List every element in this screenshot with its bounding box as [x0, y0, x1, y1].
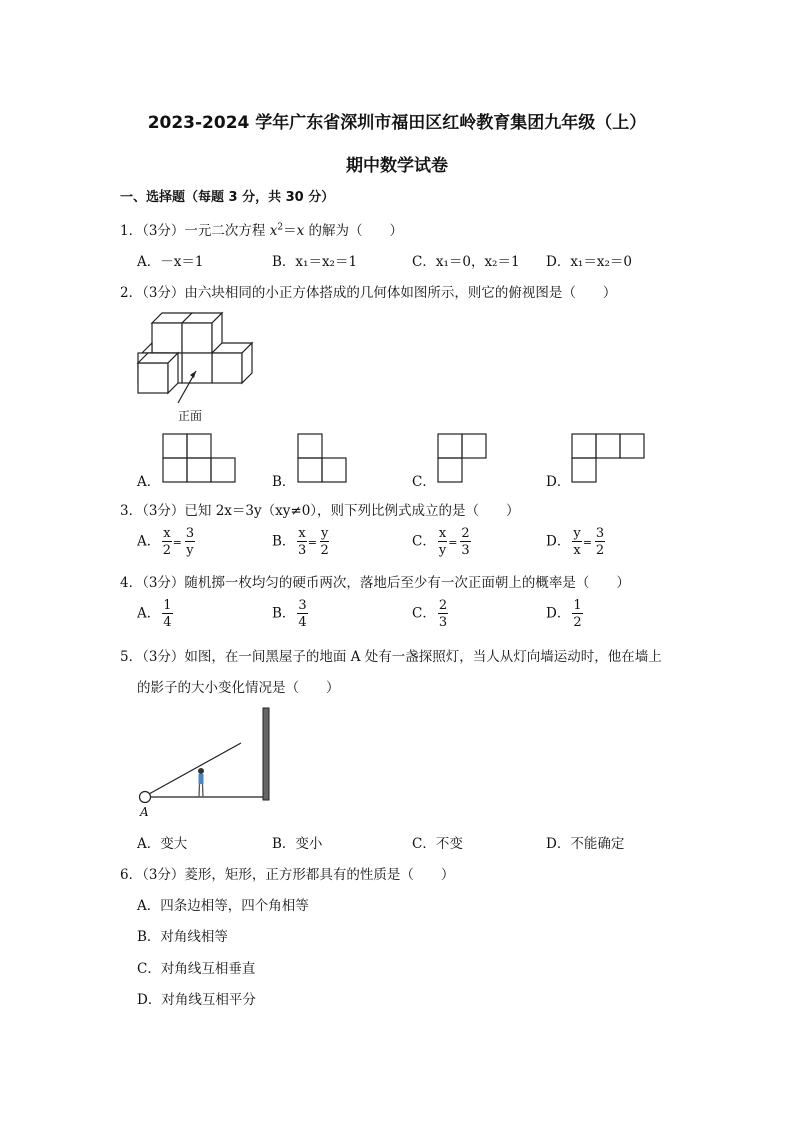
q6-option-d[interactable]: D．对角线互相平分 [137, 992, 256, 1008]
q4-d-label: D． [546, 605, 571, 622]
q6-option-a[interactable]: A．四条边相等，四个角相等 [137, 898, 309, 914]
q1-option-d[interactable]: D．x₁＝x₂＝0 [546, 254, 632, 270]
q2-front-label: 正面 [178, 409, 203, 423]
question-5-line1: 5．（3分）如图，在一间黑屋子的地面 A 处有一盏探照灯，当人从灯向墙运动时，他在墙上 [120, 649, 662, 665]
q3-d-frac-right [595, 527, 605, 557]
q1-var-x2: x [296, 223, 305, 239]
q1-option-c[interactable]: C．x₁＝0，x₂＝1 [412, 254, 520, 270]
q3-a-frac-right [185, 527, 195, 557]
person-icon [198, 768, 204, 797]
q3-c-num2: 2 [461, 526, 470, 541]
q3-d-frac-left [572, 527, 581, 557]
q3-b-label: B． [272, 533, 296, 550]
q4-c-frac [438, 599, 448, 629]
q3-option-a[interactable] [137, 527, 195, 557]
q5-option-b[interactable]: B．变小 [272, 836, 323, 852]
q4-c-num: 2 [438, 598, 448, 613]
q5-point-a-label: A [140, 805, 149, 819]
q3-b-num2: y [320, 526, 329, 541]
q4-c-label: C． [412, 605, 436, 622]
q3-c-eq: = [448, 535, 458, 549]
q3-d-eq: = [582, 535, 592, 549]
q4-a-num: 1 [163, 598, 172, 613]
q4-option-a[interactable] [137, 599, 173, 629]
q3-b-frac-left [297, 527, 306, 557]
section-heading: 一、选择题（每题 3 分，共 30 分） [120, 190, 335, 205]
q3-b-frac-right [320, 527, 329, 557]
q3-c-label: C． [412, 533, 436, 550]
q2-option-a-label[interactable]: A． [137, 474, 161, 490]
q2-option-c-label[interactable]: C． [412, 474, 436, 490]
q4-d-den: 2 [573, 615, 582, 630]
q1-suffix: 的解为（ ） [304, 223, 404, 239]
q6-option-b[interactable]: B．对角线相等 [137, 929, 228, 945]
q3-d-num: y [573, 526, 581, 541]
q4-a-label: A． [137, 605, 161, 622]
q3-option-c[interactable] [412, 527, 471, 557]
q3-b-den2: 2 [320, 543, 329, 558]
q3-c-frac-left [438, 527, 447, 557]
q4-b-num: 3 [298, 598, 307, 613]
q3-d-den: x [573, 543, 581, 558]
q2-option-d-figure [571, 433, 647, 485]
q4-a-frac [162, 599, 172, 629]
q4-option-b[interactable] [272, 599, 308, 629]
q3-b-den: 3 [297, 543, 307, 558]
q2-option-c-figure [437, 433, 489, 485]
q5-searchlight-figure [134, 703, 276, 818]
q5-option-a[interactable]: A．变大 [137, 836, 188, 852]
page-title-line2: 期中数学试卷 [346, 156, 448, 176]
q1-prefix: 1．（3分）一元二次方程 [120, 223, 270, 239]
q3-a-num: x [163, 526, 171, 541]
q3-a-label: A． [137, 533, 161, 550]
q3-c-frac-right [460, 527, 470, 557]
q4-c-den: 3 [438, 615, 448, 630]
q4-d-frac [572, 599, 582, 629]
q3-c-den2: 3 [461, 543, 470, 558]
q4-option-c[interactable] [412, 599, 448, 629]
q2-option-d-label[interactable]: D． [546, 474, 571, 490]
q1-option-b[interactable]: B．x₁＝x₂＝1 [272, 254, 358, 270]
q4-b-label: B． [272, 605, 296, 622]
q6-option-c[interactable]: C．对角线互相垂直 [137, 961, 256, 977]
q3-a-frac-left [162, 527, 171, 557]
q4-d-num: 1 [573, 598, 582, 613]
q3-a-den: 2 [162, 543, 172, 558]
q3-c-num: x [438, 526, 447, 541]
q3-d-label: D． [546, 533, 571, 550]
q5-option-d[interactable]: D．不能确定 [546, 836, 625, 852]
q3-option-d[interactable] [546, 527, 605, 557]
q3-b-eq: = [307, 535, 317, 549]
q1-equals: ＝ [283, 223, 297, 239]
question-4: 4．（3分）随机掷一枚均匀的硬币两次，落地后至少有一次正面朝上的概率是（ ） [120, 575, 630, 591]
q3-b-num: x [298, 526, 306, 541]
q3-a-eq: = [172, 535, 182, 549]
q1-exponent: 2 [277, 222, 284, 233]
page-title-line1: 2023-2024 学年广东省深圳市福田区红岭教育集团九年级（上） [147, 113, 647, 133]
question-3: 3．（3分）已知 2x＝3y（xy≠0），则下列比例式成立的是（ ） [120, 503, 520, 519]
q3-a-den2: y [186, 543, 194, 558]
q3-option-b[interactable] [272, 527, 329, 557]
question-6: 6．（3分）菱形，矩形，正方形都具有的性质是（ ） [120, 867, 455, 883]
q3-d-den2: 2 [595, 543, 605, 558]
q2-option-b-label[interactable]: B． [272, 474, 296, 490]
question-1 [120, 219, 403, 239]
q5-option-c[interactable]: C．不变 [412, 836, 463, 852]
q3-d-num2: 3 [595, 526, 605, 541]
question-5-line2: 的影子的大小变化情况是（ ） [137, 680, 340, 696]
q4-a-den: 4 [163, 615, 172, 630]
q4-option-d[interactable] [546, 599, 583, 629]
q3-c-den: y [438, 543, 447, 558]
q1-var-x: x [269, 223, 278, 239]
q2-option-a-figure [162, 433, 238, 485]
q4-b-frac [297, 599, 307, 629]
question-2: 2．（3分）由六块相同的小正方体搭成的几何体如图所示，则它的俯视图是（ ） [120, 285, 617, 301]
q2-option-b-figure [297, 433, 349, 485]
q4-b-den: 4 [298, 615, 307, 630]
q1-option-a[interactable]: A．－x＝1 [137, 254, 204, 270]
q3-a-num2: 3 [185, 526, 195, 541]
